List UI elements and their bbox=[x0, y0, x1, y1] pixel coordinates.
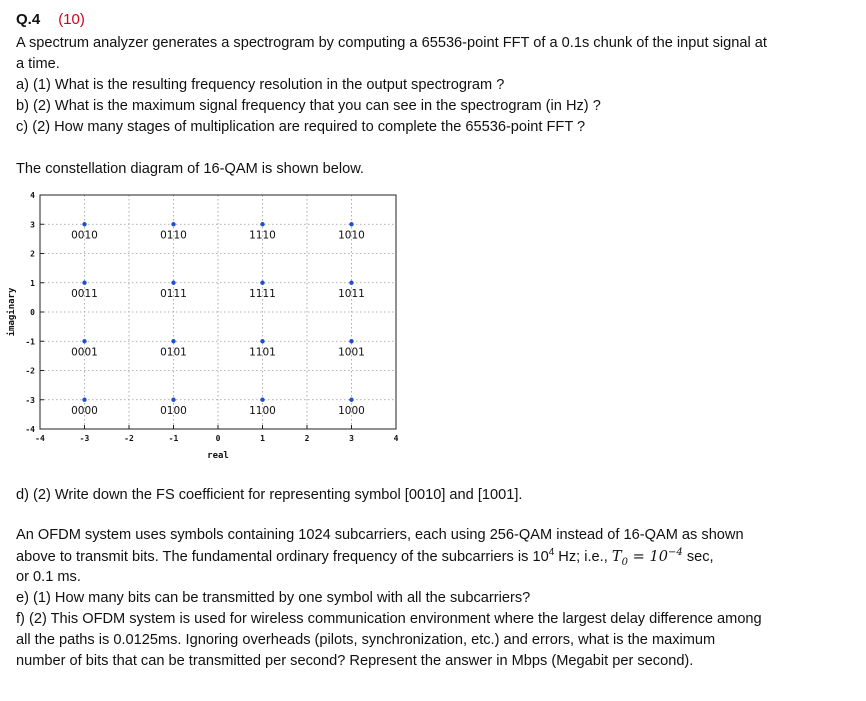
period-equation: = 10 bbox=[627, 548, 669, 565]
ofdm-exponent: 4 bbox=[548, 547, 555, 559]
period-symbol: T bbox=[611, 548, 622, 565]
point-label: 1100 bbox=[249, 404, 276, 417]
point-label: 0000 bbox=[71, 404, 98, 417]
constellation-point bbox=[171, 398, 175, 402]
question-points: (10) bbox=[58, 11, 85, 28]
constellation-point bbox=[260, 281, 264, 285]
question-number: Q.4 bbox=[16, 11, 41, 28]
constellation-point bbox=[349, 222, 353, 226]
point-label: 1000 bbox=[338, 404, 365, 417]
y-tick-label: 0 bbox=[30, 308, 35, 317]
point-label: 0010 bbox=[71, 229, 98, 242]
constellation-chart bbox=[0, 183, 440, 468]
part-f-line-1: f) (2) This OFDM system is used for wireless communication environment where the largest delay difference among bbox=[16, 611, 762, 627]
y-tick-label: 3 bbox=[30, 220, 35, 230]
y-tick-label: -2 bbox=[25, 366, 35, 376]
part-b: b) (2) What is the maximum signal frequency that you can see in the spectrogram (in Hz) ? bbox=[16, 98, 601, 114]
constellation-point bbox=[349, 339, 353, 343]
constellation-point bbox=[349, 281, 353, 285]
y-tick-label: -3 bbox=[25, 395, 35, 405]
part-d: d) (2) Write down the FS coefficient for representing symbol [0010] and [1001]. bbox=[16, 487, 523, 503]
point-label: 0111 bbox=[160, 287, 187, 300]
constellation-point bbox=[82, 281, 86, 285]
point-label: 0101 bbox=[160, 346, 187, 359]
constellation-point bbox=[349, 398, 353, 402]
constellation-point bbox=[171, 339, 175, 343]
constellation-point bbox=[171, 281, 175, 285]
y-tick-label: -4 bbox=[25, 425, 35, 434]
y-tick-label: 1 bbox=[30, 278, 35, 288]
ofdm-line-2-b: Hz; i.e., bbox=[554, 549, 612, 565]
part-f-line-3: number of bits that can be transmitted per second? Represent the answer in Mbps (Megabit per second). bbox=[16, 653, 694, 669]
period-subscript: 0 bbox=[621, 556, 628, 568]
ofdm-line-2 bbox=[16, 546, 714, 568]
part-f-line-2: all the paths is 0.0125ms. Ignoring overheads (pilots, synchronization, etc.) and errors, what is the maximum bbox=[16, 632, 716, 648]
point-label: 1011 bbox=[338, 287, 365, 300]
point-label: 0001 bbox=[71, 346, 98, 359]
x-tick-label: -1 bbox=[168, 434, 179, 443]
x-tick-label: 0 bbox=[215, 434, 221, 443]
y-tick-label: -1 bbox=[25, 337, 35, 347]
x-tick-label: 4 bbox=[393, 434, 399, 443]
period-exponent: −4 bbox=[668, 547, 683, 559]
point-label: 0100 bbox=[160, 404, 187, 417]
part-a: a) (1) What is the resulting frequency resolution in the output spectrogram ? bbox=[16, 77, 505, 93]
constellation-point bbox=[260, 339, 264, 343]
x-axis-label: real bbox=[207, 451, 229, 461]
point-label: 0110 bbox=[160, 229, 187, 242]
x-tick-label: 1 bbox=[260, 434, 265, 443]
x-tick-label: 2 bbox=[304, 434, 310, 443]
ofdm-line-2-a: above to transmit bits. The fundamental ordinary frequency of the subcarriers is 10 bbox=[16, 549, 549, 565]
y-tick-label: 4 bbox=[30, 191, 35, 200]
intro-line-1: A spectrum analyzer generates a spectrogram by computing a 65536-point FFT of a 0.1s chunk of the input signal at bbox=[16, 35, 767, 51]
constellation-point bbox=[82, 339, 86, 343]
x-tick-label: -2 bbox=[124, 434, 134, 443]
point-label: 1001 bbox=[338, 346, 365, 359]
constellation-point bbox=[260, 398, 264, 402]
constellation-point bbox=[82, 222, 86, 226]
point-label: 1111 bbox=[249, 287, 276, 300]
intro-line-2: a time. bbox=[16, 56, 60, 72]
y-tick-label: 2 bbox=[30, 249, 35, 259]
ofdm-line-3: or 0.1 ms. bbox=[16, 569, 81, 585]
constellation-point bbox=[260, 222, 264, 226]
x-tick-label: 3 bbox=[349, 434, 354, 443]
x-tick-label: -4 bbox=[35, 434, 45, 443]
point-label: 0011 bbox=[71, 287, 98, 300]
y-axis-label: imaginary bbox=[7, 287, 17, 337]
point-label: 1010 bbox=[338, 229, 365, 242]
point-label: 1110 bbox=[249, 229, 276, 242]
ofdm-line-2-c: sec, bbox=[682, 549, 714, 565]
point-label: 1101 bbox=[249, 346, 276, 359]
constellation-intro: The constellation diagram of 16-QAM is shown below. bbox=[16, 161, 364, 177]
constellation-point bbox=[82, 398, 86, 402]
constellation-point bbox=[171, 222, 175, 226]
part-c: c) (2) How many stages of multiplication are required to complete the 65536-point FFT ? bbox=[16, 119, 586, 135]
question-header bbox=[16, 9, 85, 30]
x-tick-label: -3 bbox=[79, 434, 90, 443]
part-e: e) (1) How many bits can be transmitted by one symbol with all the subcarriers? bbox=[16, 590, 531, 606]
ofdm-line-1: An OFDM system uses symbols containing 1024 subcarriers, each using 256-QAM instead of 16-QAM as shown bbox=[16, 527, 744, 543]
